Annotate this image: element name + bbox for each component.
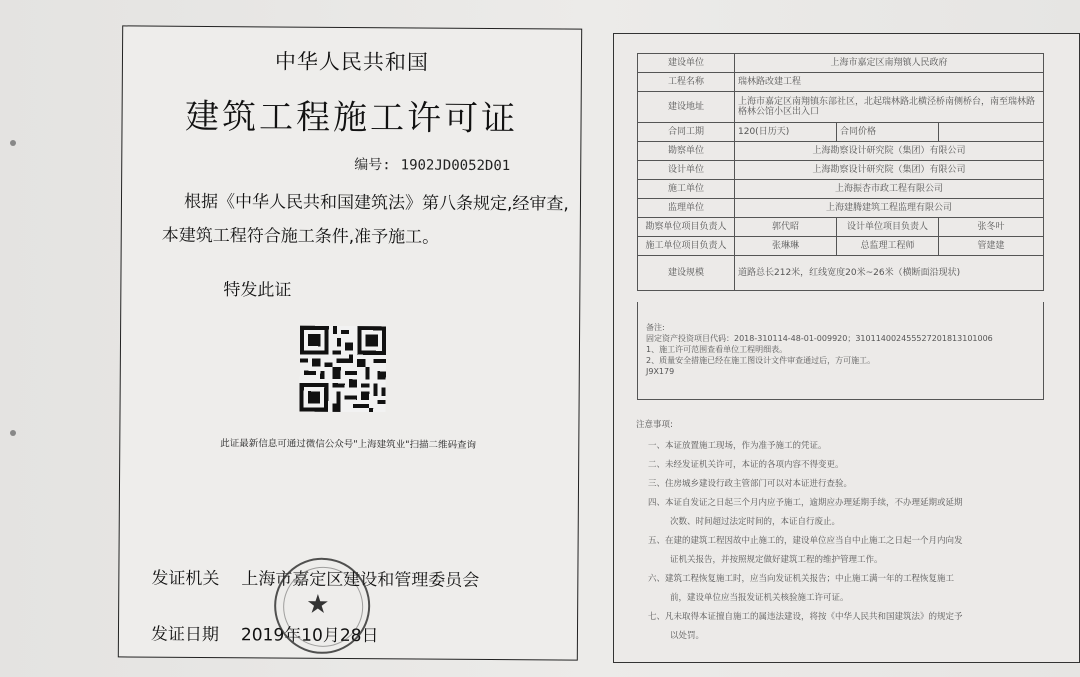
number-label: 编号: [354,157,391,174]
date-value: 2019年10月28日 [240,625,379,647]
table-row [638,180,1044,199]
row-label: 建设单位 [638,54,735,73]
special-issue-text: 特发此证 [223,280,292,301]
row-label: 施工单位 [638,180,735,199]
row-label: 工程名称 [638,73,735,92]
remarks-title: 备注: [646,323,665,332]
table-row [638,142,1044,161]
note-item: 五、在建的建筑工程因故中止施工的，建设单位应当自中止施工之日起一个月内向发 [648,536,963,546]
row-label: 建设地址 [638,92,735,123]
note-item: 一、本证放置施工现场，作为准予施工的凭证。 [648,441,827,451]
binder-hole [10,430,16,436]
note-item: 六、建筑工程恢复施工时，应当向发证机关报告；中止施工满一年的工程恢复施工 [648,574,955,584]
row-label: 勘察单位 [638,142,735,161]
note-item: 三、住房城乡建设行政主管部门可以对本证进行查验。 [648,479,853,489]
project-details-page [613,33,1080,663]
note-item-continuation: 次数、时间超过法定时间的，本证自行废止。 [670,517,841,527]
table-row [638,161,1044,180]
table-row [638,256,1044,291]
remark-line: J9X179 [646,367,675,376]
seal-star-icon: ★ [306,589,330,620]
row-label: 勘察单位项目负责人 [638,218,735,237]
certificate-title: 建筑工程施工许可证 [184,96,519,140]
note-item-continuation: 前，建设单位应当报发证机关核验施工许可证。 [670,593,849,603]
row-value: 上海市嘉定区南翔镇人民政府 [735,54,1044,73]
remark-line: 固定资产投资项目代码：2018-310114-48-01-009920；310114002455527201813101006 [646,334,993,343]
row-label: 监理单位 [638,199,735,218]
row-value-2 [939,123,1044,142]
issuer-value: 上海市嘉定区建设和管理委员会 [241,569,480,591]
note-item: 七、凡未取得本证擅自施工的属违法建设，将按《中华人民共和国建筑法》的规定予 [648,612,963,622]
note-item-continuation: 证机关报告，并按照规定做好建筑工程的维护管理工作。 [670,555,883,565]
row-value: 上海建腾建筑工程监理有限公司 [735,199,1044,218]
remark-line: 1、施工许可范围查看单位工程明细表。 [646,345,788,354]
table-row [638,73,1044,92]
row-value: 张琳琳 [735,237,837,256]
issuer-label: 发证机关 [151,568,220,590]
table-row [638,92,1044,123]
row-value: 瑞林路改建工程 [735,73,1044,92]
number-value: 1902JD0052D01 [400,157,511,175]
row-label-2: 总监理工程师 [837,237,939,256]
project-info-table [637,53,1044,291]
statement-line-2: 本建筑工程符合施工条件,准予施工。 [161,225,440,248]
remarks-box [637,302,1044,400]
row-value: 上海市嘉定区南翔镇东部社区，北起瑞林路北横泾桥南侧桥台，南至瑞林路格林公馆小区出入口 [735,92,1044,123]
row-value: 郭代昭 [735,218,837,237]
row-label: 合同工期 [638,123,735,142]
qr-code-icon [296,326,391,413]
row-label: 施工单位项目负责人 [638,237,735,256]
row-value: 道路总长212米，红线宽度20米~26米（横断面沿现状) [735,256,1044,291]
note-item-continuation: 以处罚。 [670,631,705,641]
table-row [638,237,1044,256]
certificate-number [354,154,510,175]
notes-section [636,416,1066,646]
country-heading: 中华人民共和国 [274,49,430,75]
row-value: 上海勘察设计研究院（集团）有限公司 [735,161,1044,180]
row-label-2: 设计单位项目负责人 [837,218,939,237]
row-value-2: 张冬叶 [939,218,1044,237]
row-label-2: 合同价格 [837,123,939,142]
binder-hole [10,140,16,146]
row-label: 设计单位 [638,161,735,180]
row-value-2: 管建建 [939,237,1044,256]
note-item: 二、未经发证机关许可，本证的各项内容不得变更。 [648,460,844,470]
row-value: 上海振杏市政工程有限公司 [735,180,1044,199]
date-label: 发证日期 [150,624,220,646]
qr-instruction-note: 此证最新信息可通过微信公众号"上海建筑业"扫描二维码查询 [220,438,477,451]
remark-line: 2、质量安全措施已经在施工图设计文件审查通过后，方可施工。 [646,356,876,365]
row-value: 上海勘察设计研究院（集团）有限公司 [735,142,1044,161]
table-row [638,218,1044,237]
row-label: 建设规模 [638,256,735,291]
note-item: 四、本证自发证之日起三个月内应予施工，逾期应办理延期手续，不办理延期或延期 [648,498,963,508]
table-row [638,199,1044,218]
permit-certificate-page [118,25,582,660]
official-seal [274,557,371,654]
notes-title: 注意事项: [636,420,673,430]
table-row [638,123,1044,142]
table-row [638,54,1044,73]
row-value: 120(日历天) [735,123,837,142]
statement-line-1: 根据《中华人民共和国建筑法》第八条规定,经审查, [183,191,569,215]
approval-statement [162,185,582,256]
